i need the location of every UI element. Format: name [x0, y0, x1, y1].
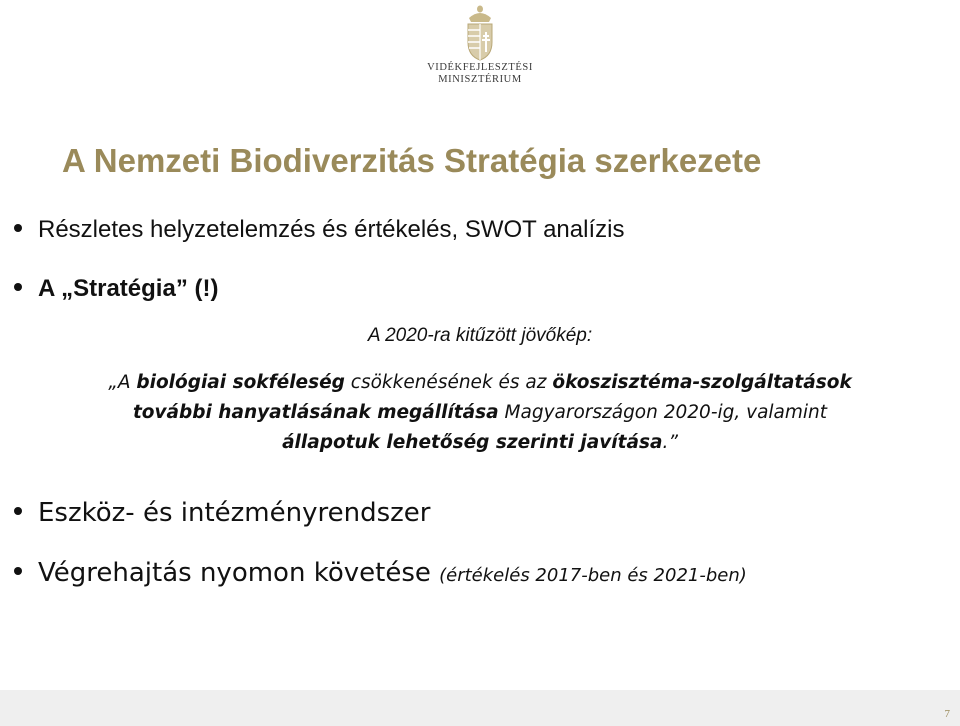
bullet-note: (értékelés 2017-ben és 2021-ben): [439, 565, 747, 586]
vision-emphasis: ökoszisztéma-szolgáltatások: [552, 372, 852, 393]
bullet-text: A „Stratégia” (!): [38, 275, 219, 302]
vision-text: .”: [662, 432, 678, 453]
logo-line-1: VIDÉKFEJLESZTÉSI: [427, 62, 533, 73]
vision-text: Magyarországon 2020-ig, valamint: [498, 402, 828, 423]
vision-line-1: [18, 368, 942, 398]
logo-line-2: MINISZTÉRIUM: [438, 74, 522, 85]
vision-emphasis: állapotuk lehetőség szerinti javítása: [282, 432, 663, 453]
vision-line-3: [18, 428, 942, 458]
ministry-logo: [422, 4, 538, 96]
coat-of-arms-icon: [463, 4, 497, 62]
bullet-monitoring: [14, 558, 747, 591]
vision-label: A 2020-ra kitűzött jövőkép:: [367, 325, 593, 346]
vision-line-2: [18, 398, 942, 428]
footer-bar: [0, 690, 960, 726]
bullet-dot-icon: [14, 507, 22, 515]
bullet-dot-icon: [14, 567, 22, 575]
vision-statement: [18, 368, 942, 458]
bullet-situation-analysis: [14, 215, 624, 245]
page-number: 7: [944, 708, 950, 720]
bullet-dot-icon: [14, 283, 22, 291]
vision-text: „A: [108, 372, 137, 393]
bullet-text: Végrehajtás nyomon követése: [38, 558, 440, 588]
vision-emphasis: biológiai sokféleség: [136, 372, 345, 393]
bullet-text: Eszköz- és intézményrendszer: [38, 498, 431, 528]
bullet-dot-icon: [14, 224, 22, 232]
bullet-instruments: [14, 498, 430, 528]
bullet-text: Részletes helyzetelemzés és értékelés, SWOT analízis: [38, 216, 625, 243]
vision-text: csökkenésének és az: [344, 372, 553, 393]
bullet-strategy: [14, 274, 218, 304]
slide-title: A Nemzeti Biodiverzitás Stratégia szerkezete: [62, 142, 762, 179]
vision-emphasis: további hanyatlásának megállítása: [132, 402, 499, 423]
